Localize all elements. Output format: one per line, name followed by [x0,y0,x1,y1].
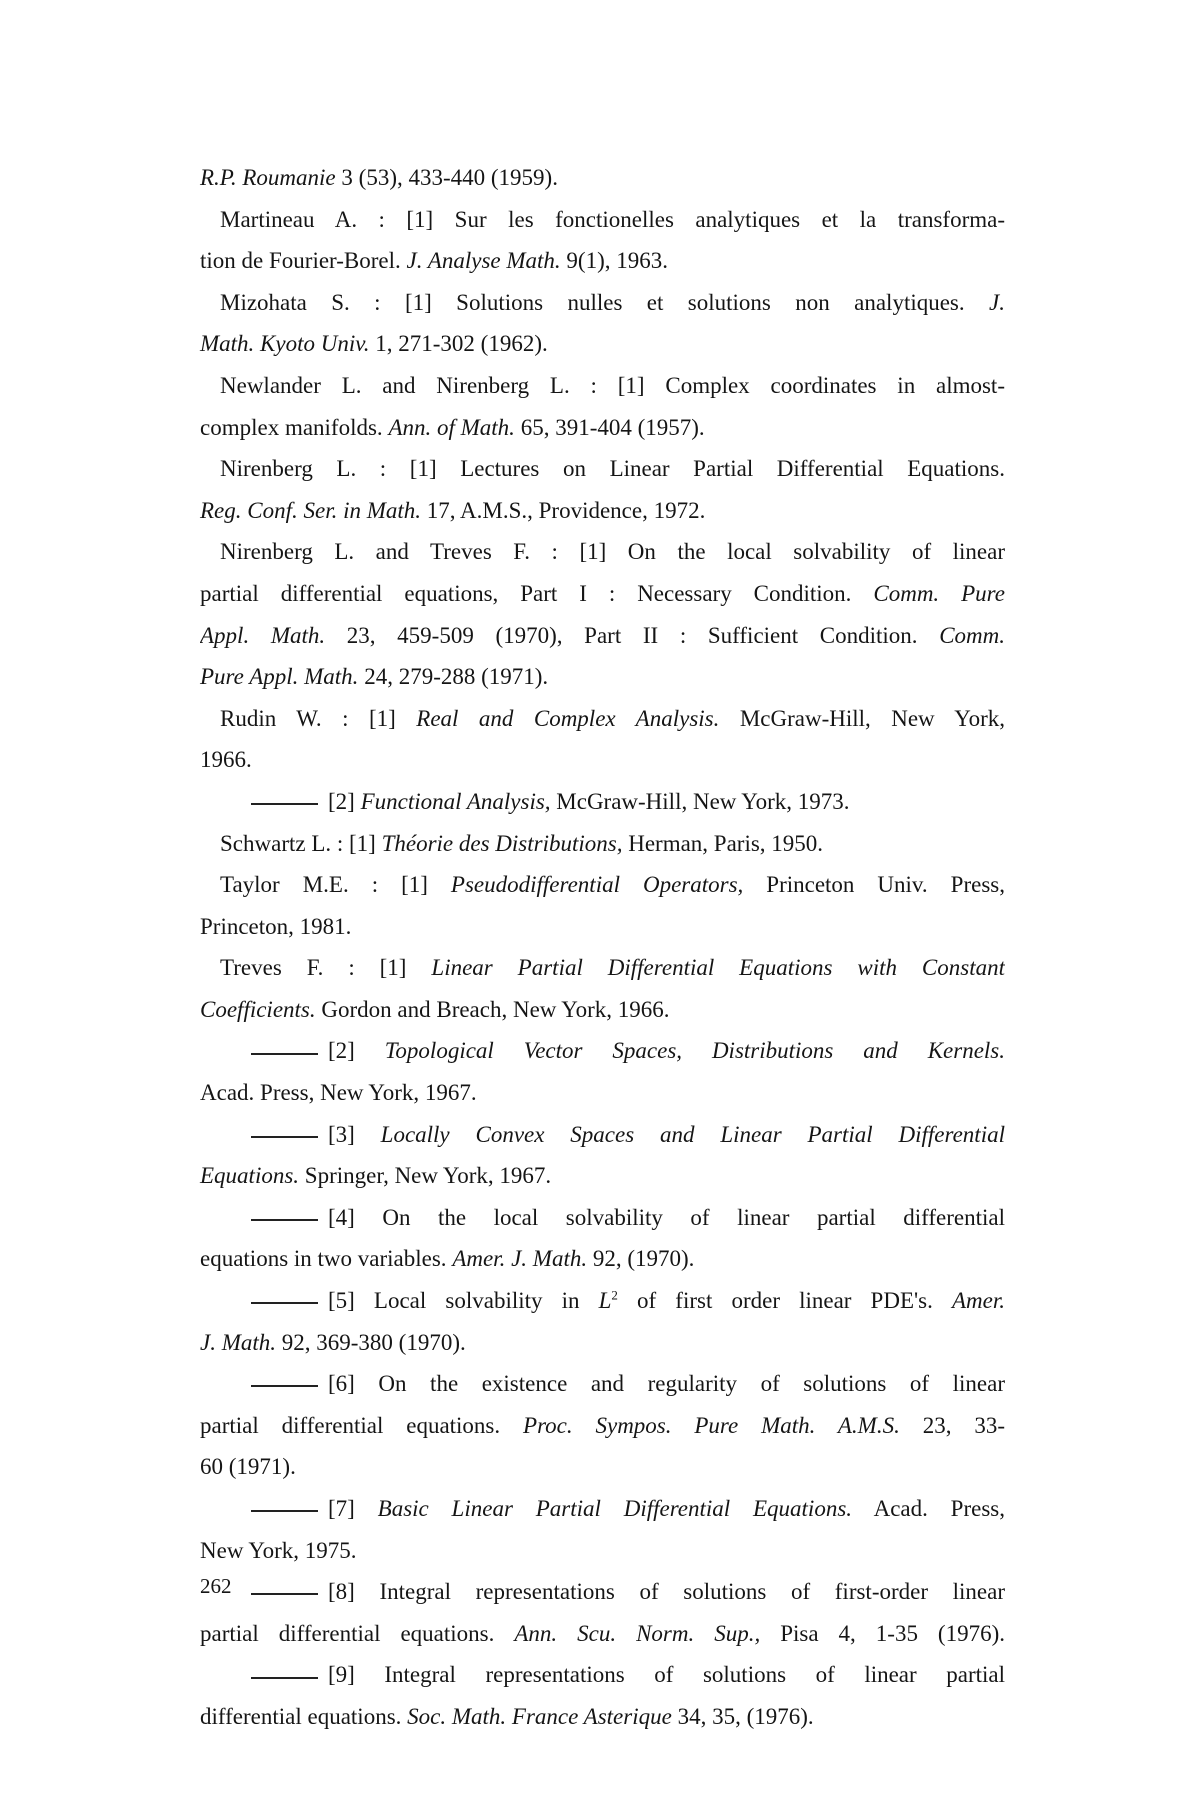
text: Mizohata S. : [1] Solutions nulles et solutions non analytiques. [220,289,990,315]
text: partial differential equations. [200,1412,524,1438]
reference-line [200,202,1005,244]
reference-line [200,742,1005,784]
text: [9] Integral representations of solutions of linear partial [328,1662,1005,1688]
text: Springer, New York, 1967. [299,1163,552,1189]
italic-text: Appl. Math. [200,622,326,648]
italic-text: J. [989,289,1005,315]
italic-text: Proc. Sympos. Pure Math. A.M.S. [523,1412,900,1438]
italic-text: Amer. J. Math. [452,1246,588,1272]
text: Acad. Press, New York, 1967. [200,1080,477,1106]
text: [7] [328,1496,378,1521]
italic-text: Basic Linear Partial Differential Equations. [377,1496,853,1521]
italic-text: Ann. Scu. Norm. Sup., [514,1620,761,1646]
reference-line [200,618,1005,660]
text: 23, 459-509 (1970), Part II : Sufficient Condition. [325,622,940,648]
italic-text: Théorie des Distributions, [381,830,623,856]
reference-line [200,992,1005,1034]
text: Newlander L. and Nirenberg L. : [1] Complex coordinates in almost- [220,372,1005,398]
reference-list [200,160,1005,1741]
italic-text: Pure Appl. Math. [200,664,359,690]
text: Schwartz L. : [1] [220,830,382,856]
italic-text: Comm. Pure [873,580,1005,606]
reference-line [200,950,1005,992]
text: Taylor M.E. : [1] [220,872,451,898]
ditto-rule [251,1592,318,1595]
reference-line [200,1408,1005,1450]
text: 92, 369-380 (1970). [276,1329,466,1355]
reference-line [200,659,1005,701]
text: 23, 33- [899,1412,1005,1438]
reference-line [200,1657,1005,1699]
italic-text: Amer. [951,1288,1005,1314]
reference-line [200,1574,1005,1616]
superscript: 2 [611,1287,618,1303]
reference-line [200,1699,1005,1741]
reference-line [200,285,1005,327]
reference-line [200,909,1005,951]
italic-text: Pseudodifferential Operators, [450,872,744,898]
reference-line [200,784,1005,826]
text: differential equations. [200,1703,408,1729]
text: [8] Integral representations of solutions of first-order linear [328,1579,1005,1605]
reference-line [200,867,1005,909]
text: 1966. [200,747,252,773]
text: 92, (1970). [587,1246,695,1272]
italic-text: Functional Analysis, [360,788,551,814]
reference-line [200,493,1005,535]
text: partial differential equations. [200,1620,515,1646]
text: Nirenberg L. and Treves F. : [1] On the local solvability of linear [220,539,1005,565]
text: 9(1), 1963. [560,248,668,274]
text: equations in two variables. [200,1246,453,1272]
reference-line [200,1533,1005,1575]
italic-text: Locally Convex Spaces and Linear Partial Differential [380,1121,1005,1147]
italic-text: J. Analyse Math. [406,248,561,274]
text: [5] Local solvability in [328,1288,599,1314]
text: Gordon and Breach, New York, 1966. [315,996,670,1022]
text: McGraw-Hill, New York, 1973. [550,788,850,814]
italic-text: Ann. of Math. [388,414,515,440]
text: [4] On the local solvability of linear partial differential [328,1204,1005,1230]
text: 3 (53), 433-440 (1959). [335,165,558,190]
text: of first order linear PDE's. [617,1288,952,1314]
italic-text: Comm. [939,622,1005,648]
italic-text: Coefficients. [200,996,316,1022]
text: 34, 35, (1976). [671,1703,814,1729]
ditto-rule [251,1384,318,1387]
ditto-rule [251,1218,318,1221]
text: Princeton, 1981. [200,913,352,939]
text: Pisa 4, 1-35 (1976). [760,1620,1005,1646]
text: [3] [328,1121,381,1147]
reference-line [200,826,1005,868]
reference-line [200,1200,1005,1242]
ditto-rule [251,1301,318,1304]
text: 1, 271-302 (1962). [369,331,548,357]
ditto-rule [251,1052,318,1055]
reference-line [200,701,1005,743]
italic-text: Topological Vector Spaces, Distributions and Kernels. [384,1038,1005,1064]
text: Martineau A. : [1] Sur les fonctionelles analytiques et la transforma- [220,206,1005,232]
text: complex manifolds. [200,414,389,440]
reference-line [200,1449,1005,1491]
text: [2] [328,1038,385,1064]
text: Herman, Paris, 1950. [622,830,824,856]
ditto-rule [251,1135,318,1138]
text: [2] [328,788,361,814]
reference-line [200,1616,1005,1658]
text: Rudin W. : [1] [220,705,417,731]
text: [6] On the existence and regularity of solutions of linear [328,1371,1005,1397]
text: 17, A.M.S., Providence, 1972. [421,497,706,523]
ditto-rule [251,802,318,805]
page-number: 262 [200,1574,232,1598]
text: Princeton Univ. Press, [743,872,1005,898]
italic-text: L [598,1288,612,1314]
text: partial differential equations, Part I : Necessary Condition. [200,580,874,606]
ditto-rule [251,1509,318,1512]
reference-line [200,451,1005,493]
reference-line [200,534,1005,576]
text: 24, 279-288 (1971). [358,664,549,690]
reference-line [200,1325,1005,1367]
reference-line [200,368,1005,410]
reference-line [200,243,1005,285]
text: 60 (1971). [200,1454,296,1480]
italic-text: Reg. Conf. Ser. in Math. [200,497,422,523]
italic-text: Linear Partial Differential Equations with Constant [431,955,1005,981]
reference-line [200,1366,1005,1408]
italic-text: Math. Kyoto Univ. [200,331,370,357]
reference-line [200,326,1005,368]
reference-line [200,1283,1005,1325]
text: Treves F. : [1] [220,955,432,981]
italic-text: J. Math. [200,1329,277,1355]
reference-line [200,1491,1005,1533]
text: Acad. Press, [852,1496,1005,1521]
reference-line [200,410,1005,452]
italic-text: R.P. Roumanie [200,165,336,190]
text: New York, 1975. [200,1537,357,1563]
reference-line [200,576,1005,618]
text: Nirenberg L. : [1] Lectures on Linear Partial Differential Equations. [220,456,1005,482]
text: 65, 391-404 (1957). [514,414,705,440]
ditto-rule [251,1676,318,1679]
text: tion de Fourier-Borel. [200,248,407,274]
reference-line [200,1117,1005,1159]
reference-line [200,1033,1005,1075]
italic-text: Equations. [200,1163,300,1189]
reference-line [200,1158,1005,1200]
reference-line [200,1075,1005,1117]
italic-text: Real and Complex Analysis. [416,705,720,731]
reference-line [200,1241,1005,1283]
text: McGraw-Hill, New York, [719,705,1005,731]
reference-line [200,160,1005,202]
italic-text: Soc. Math. France Asterique [407,1703,672,1729]
